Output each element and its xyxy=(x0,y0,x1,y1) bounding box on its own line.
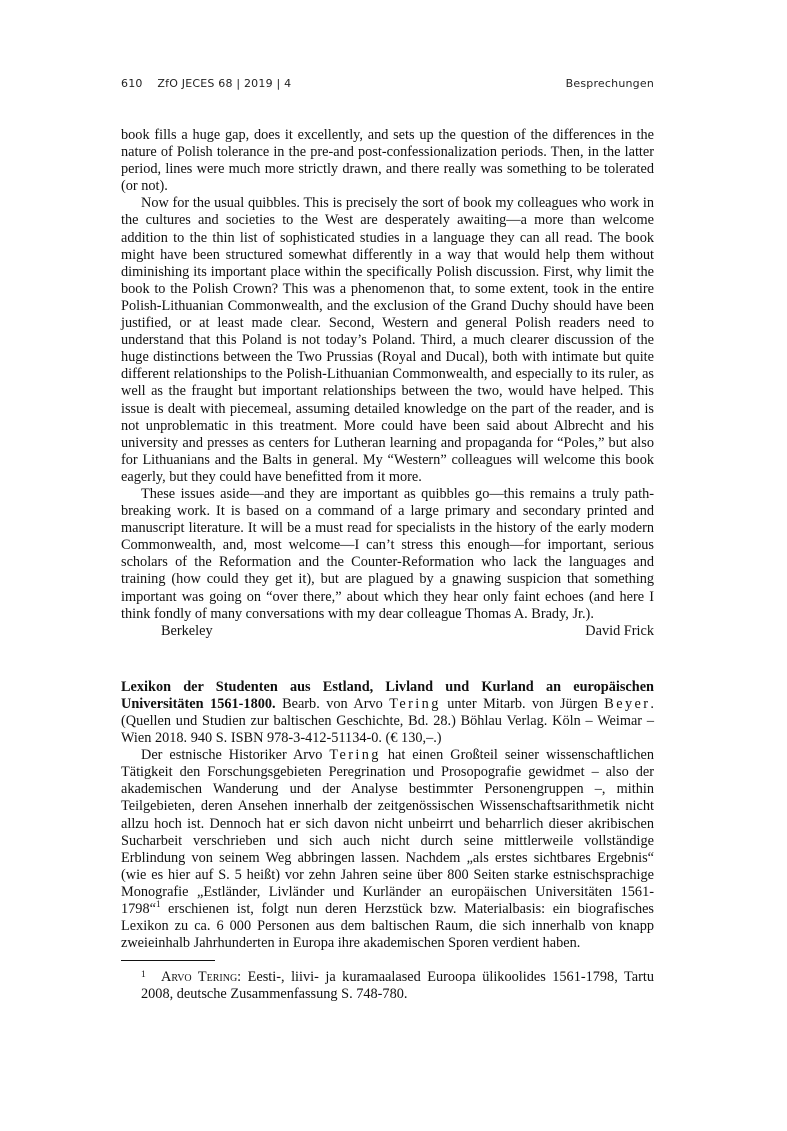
review2-p1-end: erschienen ist, folgt nun deren Herzstück bzw. Materialbasis: ein biografisches Lexikon zu ca. 6 000 Personen aus dem baltischen Raum, die sich innerhalb von knapp zweieinhalb Jahrhunderten in Europa ihre akademischen Sporen verdient haben. xyxy=(121,901,654,952)
footnote-divider xyxy=(121,960,215,961)
review2-book-title: Lexikon der Studenten aus Estland, Livland und Kurland an europäischen Universitäten 1561-1800. xyxy=(121,678,654,712)
review1-paragraph-3: These issues aside—and they are important as quibbles go—this remains a truly path-breaking work. It is based on a command of a large primary and secondary printed and manuscript literature. It will be a must read for specialists in the history of the early modern Commonwealth, and, most welcome—I can’t stress this enough—for important, serious scholars of the Reformation and the Counter-Reformation who lack the languages and training (how could they get it), but are plagued by a gnawing suspicion that something important was going on “over there,” about which they hear only faint echoes (and here I think fondly of many conversations with my dear colleague Thomas A. Brady, Jr.). xyxy=(121,485,654,622)
reviewer-place: Berkeley xyxy=(161,622,213,639)
review1-signature xyxy=(121,623,654,640)
review2 xyxy=(121,679,654,1004)
footnote-number: 1 xyxy=(141,970,146,981)
review1-paragraph-1: book fills a huge gap, does it excellently, and sets up the question of the differences in the nature of Polish tolerance in the pre-and post-confessionalization periods. Then, in the latter period, lines were much more strictly drawn, and there really was something to be tolerated (or not). xyxy=(121,127,654,195)
footnote-reference[interactable]: 1 xyxy=(155,899,161,910)
footnote-text: : Eesti-, liivi- ja kuramaalased Euroopa ülikoolides 1561-1798, Tartu 2008, deutsche Zusammenfassung S. 748-780. xyxy=(141,969,654,1003)
review2-bibliographic-heading xyxy=(121,679,654,747)
review2-p1-middle: hat einen Großteil seiner wissenschaftlichen Tätigkeit den Forschungsgebieten Peregrination und Prosopografie gewidmet – also der akademischen Wanderung und der Analyse bestimmter Personengruppen –, mithin Teilgebieten, deren Ansehen innerhalb der zeitgenössischen Wissenschaftsarithmetik nicht allzu hoch ist. Dennoch hat er sich davon nicht unbeirrt und beharrlich dieser akribischen Sucharbeit verschrieben und sich auch nicht durch seine mittlerweile vollständige Erblindung von seinem Weg abbringen lassen. Nachdem „als erstes sichtbares Ergebnis“ (wie es hier auf S. 5 heißt) vor zehn Jahren seine über 800 Seiten starke estnischsprachige Monografie „Estländer, Livländer und Kurländer an europäischen Universitäten 1561-1798“ xyxy=(121,747,654,918)
journal-name: ZfO JECES 68 | 2019 | 4 xyxy=(157,77,292,90)
footnote-author: Arvo Tering xyxy=(161,969,238,986)
review2-mitarb-prefix: unter Mitarb. von Jürgen xyxy=(440,695,605,712)
review2-p1-author-surname: Tering xyxy=(329,747,381,764)
review2-coeditor-surname: Beyer xyxy=(604,695,651,712)
running-head xyxy=(121,77,654,90)
review2-bearb-prefix: Bearb. von Arvo xyxy=(275,695,390,712)
footnote-1 xyxy=(121,969,654,1003)
review2-editor-surname: Tering xyxy=(389,695,441,712)
review2-publication-details: . (Quellen und Studien zur baltischen Geschichte, Bd. 28.) Böhlau Verlag. Köln – Weimar – Wien 2018. 940 S. ISBN 978-3-412-51134-0. (€ 130,–.) xyxy=(121,695,654,747)
review1-paragraph-2: Now for the usual quibbles. This is precisely the sort of book my colleagues who work in the cultures and societies to the West are desperately awaiting—a more than welcome addition to the thin list of sophisticated studies in a language they can all read. The book might have been structured somewhat differently in a way that would help them without diminishing its important place within the specifically Polish discussion. First, why limit the book to the Polish Crown? This was a phenomenon that, to some extent, took in the entire Polish-Lithuanian Commonwealth, and the exclusion of the Grand Duchy should have been justified, or at least made clear. Second, Western and general Polish readers need to understand that this Poland is not today’s Poland. Third, a much clearer discussion of the huge distinctions between the Two Prussias (Royal and Ducal), both with intimate but quite different relationships to the Polish-Lithuanian Commonwealth, and especially to its ruler, as well as the fraught but important relationships between the two, would have helped. This issue is dealt with piecemeal, assuming detailed knowledge on the part of the reader, and is not unproblematic in this treatment. More could have been said about Albrecht and his university and presses as centers for Lutheran learning and propaganda for “Poles,” but also for Lithuanians and the Balts in general. My “Western” colleagues will welcome this book eagerly, but they could have benefitted from it more. xyxy=(121,195,654,485)
section-name: Besprechungen xyxy=(565,77,654,90)
body-text xyxy=(121,127,654,1004)
running-head-left xyxy=(121,77,291,90)
review2-p1-start: Der estnische Historiker Arvo xyxy=(141,747,330,764)
page-number: 610 xyxy=(121,77,143,90)
review2-paragraph-1 xyxy=(121,747,654,952)
reviewer-name: David Frick xyxy=(585,622,654,639)
